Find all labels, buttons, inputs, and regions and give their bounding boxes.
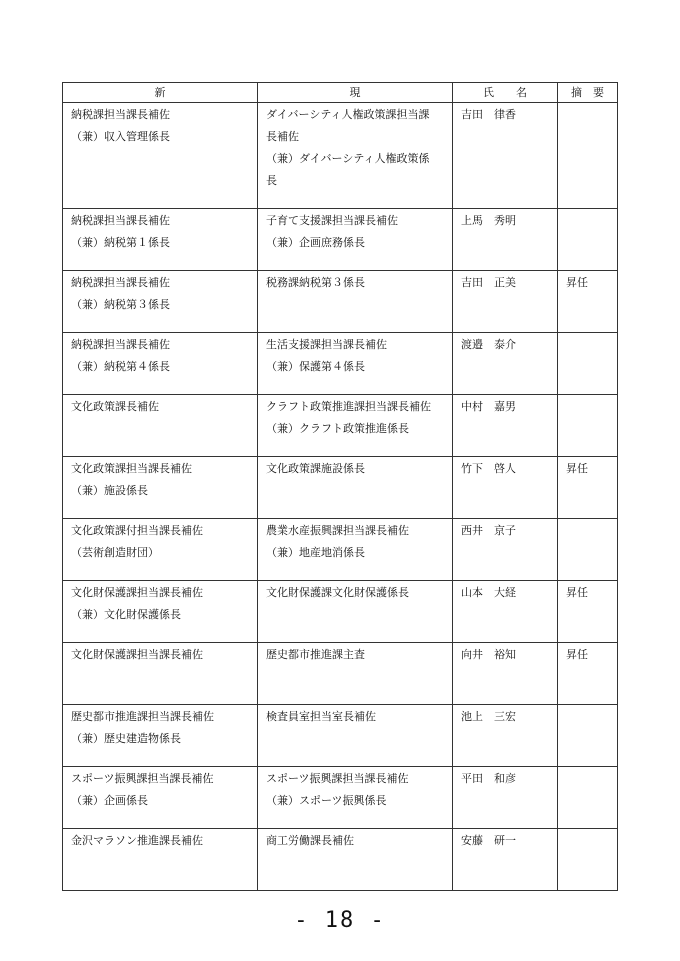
table-row	[63, 767, 618, 829]
current-position-cell-line: （兼）スポーツ振興係長	[266, 794, 387, 807]
new-position-cell-line: 文化財保護課担当課長補佐	[71, 648, 203, 661]
current-position-cell	[258, 457, 453, 519]
person-name-cell: 西井 京子	[453, 519, 558, 581]
new-position-cell	[63, 333, 258, 395]
current-position-cell	[258, 103, 453, 209]
table-row	[63, 271, 618, 333]
current-position-cell-line: 歴史都市推進課主査	[266, 648, 365, 661]
current-position-cell	[258, 209, 453, 271]
person-name-cell: 吉田 律香	[453, 103, 558, 209]
new-position-cell-line: （兼）歴史建造物係長	[71, 732, 181, 745]
note-cell: 昇任	[558, 271, 618, 333]
current-position-cell	[258, 395, 453, 457]
new-position-cell	[63, 581, 258, 643]
current-position-cell-line: 子育て支援課担当課長補佐	[266, 214, 398, 227]
header-current: 現	[258, 83, 453, 103]
new-position-cell	[63, 519, 258, 581]
person-name-cell: 池上 三宏	[453, 705, 558, 767]
new-position-cell-line: （兼）納税第１係長	[71, 236, 170, 249]
table-row	[63, 829, 618, 891]
table-row	[63, 103, 618, 209]
new-position-cell-line: （芸術創造財団）	[71, 546, 159, 559]
person-name-cell: 上馬 秀明	[453, 209, 558, 271]
current-position-cell-line: 検査員室担当室長補佐	[266, 710, 376, 723]
current-position-cell	[258, 705, 453, 767]
note-cell	[558, 519, 618, 581]
current-position-cell-line: （兼）地産地消係長	[266, 546, 365, 559]
new-position-cell-line: 文化財保護課担当課長補佐	[71, 586, 203, 599]
current-position-cell-line: 文化政策課施設係長	[266, 462, 365, 475]
person-name-cell: 向井 裕知	[453, 643, 558, 705]
person-name-cell: 竹下 啓人	[453, 457, 558, 519]
table-row	[63, 209, 618, 271]
table-row	[63, 395, 618, 457]
current-position-cell-line: （兼）保護第４係長	[266, 360, 365, 373]
current-position-cell	[258, 519, 453, 581]
note-cell: 昇任	[558, 581, 618, 643]
table-header	[63, 83, 618, 103]
person-name-cell: 平田 和彦	[453, 767, 558, 829]
new-position-cell-line: 金沢マラソン推進課長補佐	[71, 834, 203, 847]
current-position-cell	[258, 581, 453, 643]
note-cell	[558, 767, 618, 829]
new-position-cell	[63, 103, 258, 209]
note-cell: 昇任	[558, 457, 618, 519]
current-position-cell	[258, 767, 453, 829]
note-cell	[558, 829, 618, 891]
new-position-cell	[63, 209, 258, 271]
new-position-cell-line: 文化政策課長補佐	[71, 400, 159, 413]
current-position-cell-line: （兼）企画庶務係長	[266, 236, 365, 249]
new-position-cell	[63, 705, 258, 767]
new-position-cell-line: （兼）納税第３係長	[71, 298, 170, 311]
new-position-cell	[63, 457, 258, 519]
new-position-cell-line: （兼）企画係長	[71, 794, 148, 807]
note-cell	[558, 395, 618, 457]
new-position-cell-line: （兼）納税第４係長	[71, 360, 170, 373]
current-position-cell-line: ダイバーシティ人権政策課担当課	[266, 108, 430, 121]
new-position-cell-line: 文化政策課担当課長補佐	[71, 462, 192, 475]
new-position-cell	[63, 395, 258, 457]
new-position-cell-line: （兼）施設係長	[71, 484, 148, 497]
current-position-cell	[258, 643, 453, 705]
table-row	[63, 581, 618, 643]
table-row	[63, 705, 618, 767]
header-new: 新	[63, 83, 258, 103]
note-cell: 昇任	[558, 643, 618, 705]
new-position-cell-line: 納税課担当課長補佐	[71, 214, 170, 227]
note-cell	[558, 103, 618, 209]
person-name-cell: 中村 嘉男	[453, 395, 558, 457]
table-row	[63, 457, 618, 519]
new-position-cell-line: （兼）収入管理係長	[71, 130, 170, 143]
current-position-cell-line: （兼）ダイバーシティ人権政策係	[266, 152, 430, 165]
new-position-cell	[63, 643, 258, 705]
current-position-cell-line: 農業水産振興課担当課長補佐	[266, 524, 409, 537]
current-position-cell-line: 文化財保護課文化財保護係長	[266, 586, 409, 599]
person-name-cell: 山本 大経	[453, 581, 558, 643]
page-number: - 18 -	[294, 908, 386, 933]
current-position-cell	[258, 829, 453, 891]
new-position-cell	[63, 829, 258, 891]
current-position-cell-line: 長補佐	[266, 130, 299, 143]
table-body	[63, 103, 618, 891]
new-position-cell	[63, 767, 258, 829]
current-position-cell-line: （兼）クラフト政策推進係長	[266, 422, 409, 435]
personnel-table	[62, 82, 618, 891]
current-position-cell	[258, 271, 453, 333]
new-position-cell-line: 納税課担当課長補佐	[71, 338, 170, 351]
current-position-cell	[258, 333, 453, 395]
new-position-cell-line: 歴史都市推進課担当課長補佐	[71, 710, 214, 723]
current-position-cell-line: 税務課納税第３係長	[266, 276, 365, 289]
table-row	[63, 333, 618, 395]
current-position-cell-line: 商工労働課長補佐	[266, 834, 354, 847]
new-position-cell-line: スポーツ振興課担当課長補佐	[71, 772, 214, 785]
new-position-cell	[63, 271, 258, 333]
person-name-cell: 吉田 正美	[453, 271, 558, 333]
new-position-cell-line: 納税課担当課長補佐	[71, 276, 170, 289]
person-name-cell: 渡邉 泰介	[453, 333, 558, 395]
new-position-cell-line: （兼）文化財保護係長	[71, 608, 181, 621]
note-cell	[558, 333, 618, 395]
new-position-cell-line: 納税課担当課長補佐	[71, 108, 170, 121]
note-cell	[558, 209, 618, 271]
header-note: 摘 要	[558, 83, 618, 103]
note-cell	[558, 705, 618, 767]
person-name-cell: 安藤 研一	[453, 829, 558, 891]
current-position-cell-line: 生活支援課担当課長補佐	[266, 338, 387, 351]
current-position-cell-line: スポーツ振興課担当課長補佐	[266, 772, 409, 785]
table-row	[63, 643, 618, 705]
header-name: 氏 名	[453, 83, 558, 103]
new-position-cell-line: 文化政策課付担当課長補佐	[71, 524, 203, 537]
current-position-cell-line: クラフト政策推進課担当課長補佐	[266, 400, 431, 413]
current-position-cell-line: 長	[266, 174, 277, 187]
table-row	[63, 519, 618, 581]
